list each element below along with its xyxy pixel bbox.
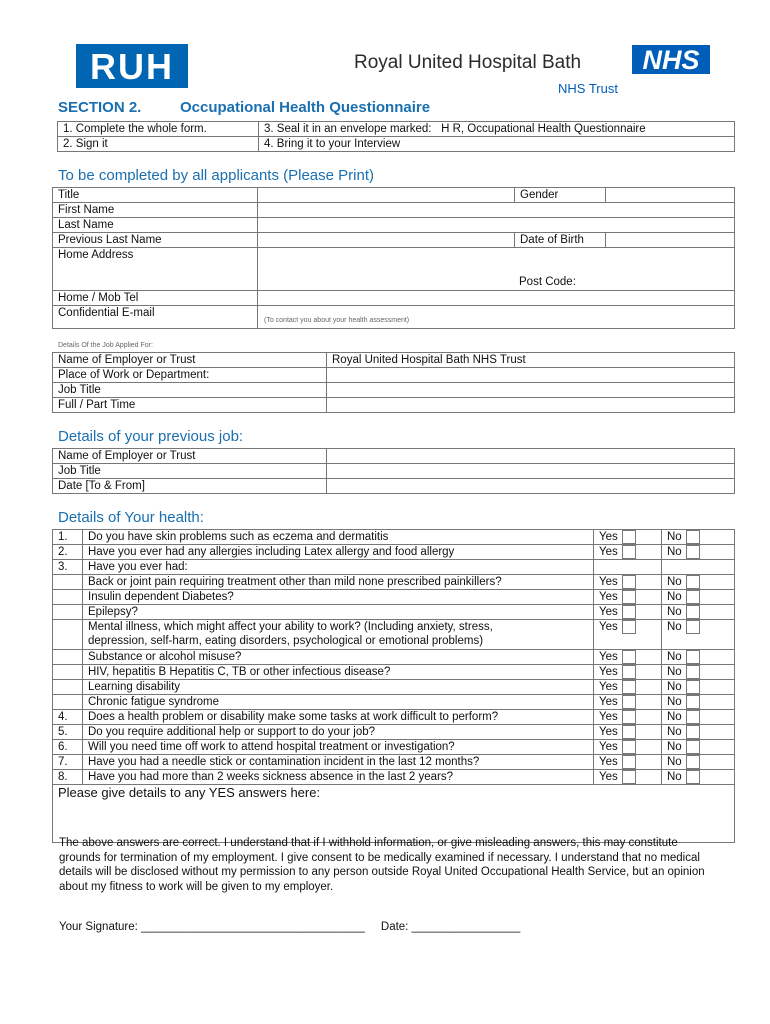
previous-last-name-label: Previous Last Name	[53, 233, 258, 248]
q1-no[interactable]	[662, 530, 735, 545]
job-title-label: Job Title	[53, 383, 327, 398]
q7-yes[interactable]	[594, 755, 662, 770]
health-table	[52, 529, 735, 843]
q3-yes-empty	[594, 560, 662, 575]
q2-yes[interactable]	[594, 545, 662, 560]
yes-checkbox[interactable]	[622, 545, 636, 559]
no-label: No	[667, 606, 682, 619]
yes-checkbox[interactable]	[622, 590, 636, 604]
yes-checkbox[interactable]	[622, 680, 636, 694]
previous-last-name-field[interactable]	[258, 233, 515, 248]
q3f-no[interactable]	[662, 665, 735, 680]
home-address-label: Home Address	[53, 248, 258, 291]
yes-details-prompt: Please give details to any YES answers here:	[58, 785, 321, 801]
q3c-text: Epilepsy?	[83, 605, 594, 620]
signature-line[interactable]	[59, 921, 520, 933]
health-row-3c	[53, 605, 735, 620]
yes-label: Yes	[599, 666, 618, 679]
hospital-name: Royal United Hospital Bath	[354, 52, 582, 73]
q3e-no[interactable]	[662, 650, 735, 665]
health-row-3e	[53, 650, 735, 665]
yes-label: Yes	[599, 756, 618, 769]
home-mob-tel-label: Home / Mob Tel	[53, 291, 258, 306]
q1-yes[interactable]	[594, 530, 662, 545]
no-checkbox[interactable]	[686, 620, 700, 634]
yes-label: Yes	[599, 696, 618, 709]
q3e-text: Substance or alcohol misuse?	[83, 650, 594, 665]
q5-number: 5.	[53, 725, 83, 740]
job-place-field[interactable]	[327, 368, 735, 383]
no-checkbox[interactable]	[686, 605, 700, 619]
yes-label: Yes	[599, 711, 618, 724]
health-row-8	[53, 770, 735, 785]
health-row-3b	[53, 590, 735, 605]
prev-job-title-field[interactable]	[327, 464, 735, 479]
health-heading: Details of Your health:	[58, 509, 204, 526]
q3-number: 3.	[53, 560, 83, 575]
no-checkbox[interactable]	[686, 725, 700, 739]
q6-text: Will you need time off work to attend hospital treatment or investigation?	[83, 740, 594, 755]
q1-text: Do you have skin problems such as eczema and dermatitis	[83, 530, 594, 545]
nhs-logo: NHS	[632, 45, 710, 74]
q3a-yes[interactable]	[594, 575, 662, 590]
email-note: (To contact you about your health assessment)	[264, 317, 410, 324]
q4-number: 4.	[53, 710, 83, 725]
q3f-number	[53, 665, 83, 680]
first-name-field[interactable]	[258, 203, 735, 218]
last-name-field[interactable]	[258, 218, 735, 233]
no-checkbox[interactable]	[686, 710, 700, 724]
q3g-text: Learning disability	[83, 680, 594, 695]
q3h-text: Chronic fatigue syndrome	[83, 695, 594, 710]
q3b-no[interactable]	[662, 590, 735, 605]
q3-text: Have you ever had:	[83, 560, 594, 575]
yes-label: Yes	[599, 681, 618, 694]
no-label: No	[667, 531, 682, 544]
email-field[interactable]	[258, 306, 735, 329]
q2-number: 2.	[53, 545, 83, 560]
q8-yes[interactable]	[594, 770, 662, 785]
health-row-3d	[53, 620, 735, 650]
q6-yes[interactable]	[594, 740, 662, 755]
no-label: No	[667, 771, 682, 784]
yes-label: Yes	[599, 726, 618, 739]
no-label: No	[667, 651, 682, 664]
q8-text: Have you had more than 2 weeks sickness absence in the last 2 years?	[83, 770, 594, 785]
q8-number: 8.	[53, 770, 83, 785]
no-checkbox[interactable]	[686, 575, 700, 589]
full-part-time-label: Full / Part Time	[53, 398, 327, 413]
q4-no[interactable]	[662, 710, 735, 725]
yes-checkbox[interactable]	[622, 710, 636, 724]
no-label: No	[667, 591, 682, 604]
q6-no[interactable]	[662, 740, 735, 755]
yes-details-field[interactable]	[53, 785, 735, 843]
q2-text: Have you ever had any allergies including Latex allergy and food allergy	[83, 545, 594, 560]
section-title: Occupational Health Questionnaire	[180, 99, 431, 116]
yes-label: Yes	[599, 591, 618, 604]
declaration-text: The above answers are correct. I understand that if I withhold information, or give misleading answers, this may constitute grounds for termination of my employment. I give consent to be medically examined if necessary. I understand that no medical details will be disclosed without my permission to any person outside Royal United Occupational Health Service, but an opinion about my fitness to work will be given to my employer.	[59, 837, 705, 893]
yes-label: Yes	[599, 621, 618, 634]
title-label: Title	[53, 188, 258, 203]
post-code-label: Post Code:	[519, 276, 576, 288]
previous-job-heading: Details of your previous job:	[58, 428, 244, 445]
instruction-2: 2. Sign it	[58, 137, 259, 152]
q7-number: 7.	[53, 755, 83, 770]
q3g-yes[interactable]	[594, 680, 662, 695]
job-place-label: Place of Work or Department:	[53, 368, 327, 383]
health-row-5	[53, 725, 735, 740]
signature-label: Your Signature: ___________________________________	[59, 921, 365, 933]
title-field[interactable]	[258, 188, 515, 203]
yes-label: Yes	[599, 531, 618, 544]
q3h-number	[53, 695, 83, 710]
first-name-label: First Name	[53, 203, 258, 218]
dob-label: Date of Birth	[515, 233, 606, 248]
yes-checkbox[interactable]	[622, 755, 636, 769]
q5-yes[interactable]	[594, 725, 662, 740]
applicant-heading: To be completed by all applicants (Please Print)	[58, 167, 374, 184]
prev-employer-label: Name of Employer or Trust	[53, 449, 327, 464]
q1-number: 1.	[53, 530, 83, 545]
yes-checkbox[interactable]	[622, 620, 636, 634]
q3b-yes[interactable]	[594, 590, 662, 605]
home-mob-tel-field[interactable]	[258, 291, 735, 306]
no-checkbox[interactable]	[686, 680, 700, 694]
job-employer-value: Royal United Hospital Bath NHS Trust	[327, 353, 735, 368]
q3c-number	[53, 605, 83, 620]
q3f-text: HIV, hepatitis B Hepatitis C, TB or other infectious disease?	[83, 665, 594, 680]
email-label: Confidential E-mail	[53, 306, 258, 329]
yes-checkbox[interactable]	[622, 530, 636, 544]
q5-text: Do you require additional help or support to do your job?	[83, 725, 594, 740]
prev-employer-field[interactable]	[327, 449, 735, 464]
nhs-trust-label: NHS Trust	[558, 81, 618, 96]
q3a-no[interactable]	[662, 575, 735, 590]
ruh-logo: RUH	[76, 44, 188, 88]
yes-label: Yes	[599, 771, 618, 784]
health-row-2	[53, 545, 735, 560]
yes-checkbox[interactable]	[622, 650, 636, 664]
no-checkbox[interactable]	[686, 740, 700, 754]
instructions-table	[57, 121, 735, 152]
no-checkbox[interactable]	[686, 530, 700, 544]
q3e-number	[53, 650, 83, 665]
gender-label: Gender	[515, 188, 606, 203]
q3d-number	[53, 620, 83, 650]
no-label: No	[667, 711, 682, 724]
no-label: No	[667, 756, 682, 769]
yes-checkbox[interactable]	[622, 605, 636, 619]
yes-label: Yes	[599, 606, 618, 619]
no-checkbox[interactable]	[686, 545, 700, 559]
health-row-3a	[53, 575, 735, 590]
prev-job-title-label: Job Title	[53, 464, 327, 479]
q5-no[interactable]	[662, 725, 735, 740]
yes-label: Yes	[599, 651, 618, 664]
home-address-field[interactable]	[258, 248, 735, 291]
prev-date-field[interactable]	[327, 479, 735, 494]
q8-no[interactable]	[662, 770, 735, 785]
no-label: No	[667, 696, 682, 709]
q3b-number	[53, 590, 83, 605]
date-label: Date: _________________	[380, 921, 521, 933]
q3d-yes[interactable]	[594, 620, 662, 650]
job-title-field[interactable]	[327, 383, 735, 398]
q3b-text: Insulin dependent Diabetes?	[83, 590, 594, 605]
job-caption: Details Of the Job Applied For:	[58, 342, 153, 349]
yes-checkbox[interactable]	[622, 770, 636, 784]
q3-no-empty	[662, 560, 735, 575]
yes-checkbox[interactable]	[622, 695, 636, 709]
previous-job-table	[52, 448, 735, 494]
health-row-3h	[53, 695, 735, 710]
q3f-yes[interactable]	[594, 665, 662, 680]
q3h-no[interactable]	[662, 695, 735, 710]
no-label: No	[667, 726, 682, 739]
q2-no[interactable]	[662, 545, 735, 560]
q3d-line-1: Mental illness, which might affect your ability to work? (Including anxiety, stress,	[88, 621, 493, 634]
applicant-table	[52, 187, 735, 329]
instruction-1: 1. Complete the whole form.	[58, 122, 259, 137]
q6-number: 6.	[53, 740, 83, 755]
no-checkbox[interactable]	[686, 770, 700, 784]
no-checkbox[interactable]	[686, 665, 700, 679]
q4-text: Does a health problem or disability make some tasks at work difficult to perform?	[83, 710, 594, 725]
section-number: SECTION 2.	[58, 99, 142, 116]
q3c-yes[interactable]	[594, 605, 662, 620]
q3h-yes[interactable]	[594, 695, 662, 710]
yes-label: Yes	[599, 576, 618, 589]
no-checkbox[interactable]	[686, 650, 700, 664]
health-row-3g	[53, 680, 735, 695]
q3a-number	[53, 575, 83, 590]
health-row-3	[53, 560, 735, 575]
q3g-no[interactable]	[662, 680, 735, 695]
dob-field[interactable]	[606, 233, 735, 248]
q4-yes[interactable]	[594, 710, 662, 725]
gender-field[interactable]	[606, 188, 735, 203]
no-checkbox[interactable]	[686, 695, 700, 709]
no-label: No	[667, 741, 682, 754]
full-part-time-field[interactable]	[327, 398, 735, 413]
instruction-3-marking: H R, Occupational Health Questionnaire	[441, 123, 646, 135]
no-label: No	[667, 681, 682, 694]
no-label: No	[667, 576, 682, 589]
yes-checkbox[interactable]	[622, 725, 636, 739]
q3e-yes[interactable]	[594, 650, 662, 665]
yes-checkbox[interactable]	[622, 740, 636, 754]
health-row-3f	[53, 665, 735, 680]
q3g-number	[53, 680, 83, 695]
health-row-7	[53, 755, 735, 770]
yes-label: Yes	[599, 546, 618, 559]
no-label: No	[667, 666, 682, 679]
q3c-no[interactable]	[662, 605, 735, 620]
q7-text: Have you had a needle stick or contamination incident in the last 12 months?	[83, 755, 594, 770]
no-label: No	[667, 546, 682, 559]
details-row	[53, 785, 735, 843]
yes-checkbox[interactable]	[622, 665, 636, 679]
health-row-6	[53, 740, 735, 755]
no-label: No	[667, 621, 682, 634]
q7-no[interactable]	[662, 755, 735, 770]
job-table	[52, 352, 735, 413]
instruction-3-text: 3. Seal it in an envelope marked:	[264, 123, 432, 135]
instruction-4: 4. Bring it to your Interview	[259, 137, 735, 152]
no-checkbox[interactable]	[686, 755, 700, 769]
last-name-label: Last Name	[53, 218, 258, 233]
q3d-no[interactable]	[662, 620, 735, 650]
q3d-line-2: depression, self-harm, eating disorders, psychological or emotional problems)	[88, 635, 484, 648]
q3a-text: Back or joint pain requiring treatment other than mild none prescribed painkillers?	[83, 575, 594, 590]
yes-checkbox[interactable]	[622, 575, 636, 589]
instruction-3	[259, 122, 735, 137]
prev-date-label: Date [To & From]	[53, 479, 327, 494]
health-row-4	[53, 710, 735, 725]
q3d-text	[83, 620, 594, 650]
health-row-1	[53, 530, 735, 545]
yes-label: Yes	[599, 741, 618, 754]
job-employer-label: Name of Employer or Trust	[53, 353, 327, 368]
no-checkbox[interactable]	[686, 590, 700, 604]
